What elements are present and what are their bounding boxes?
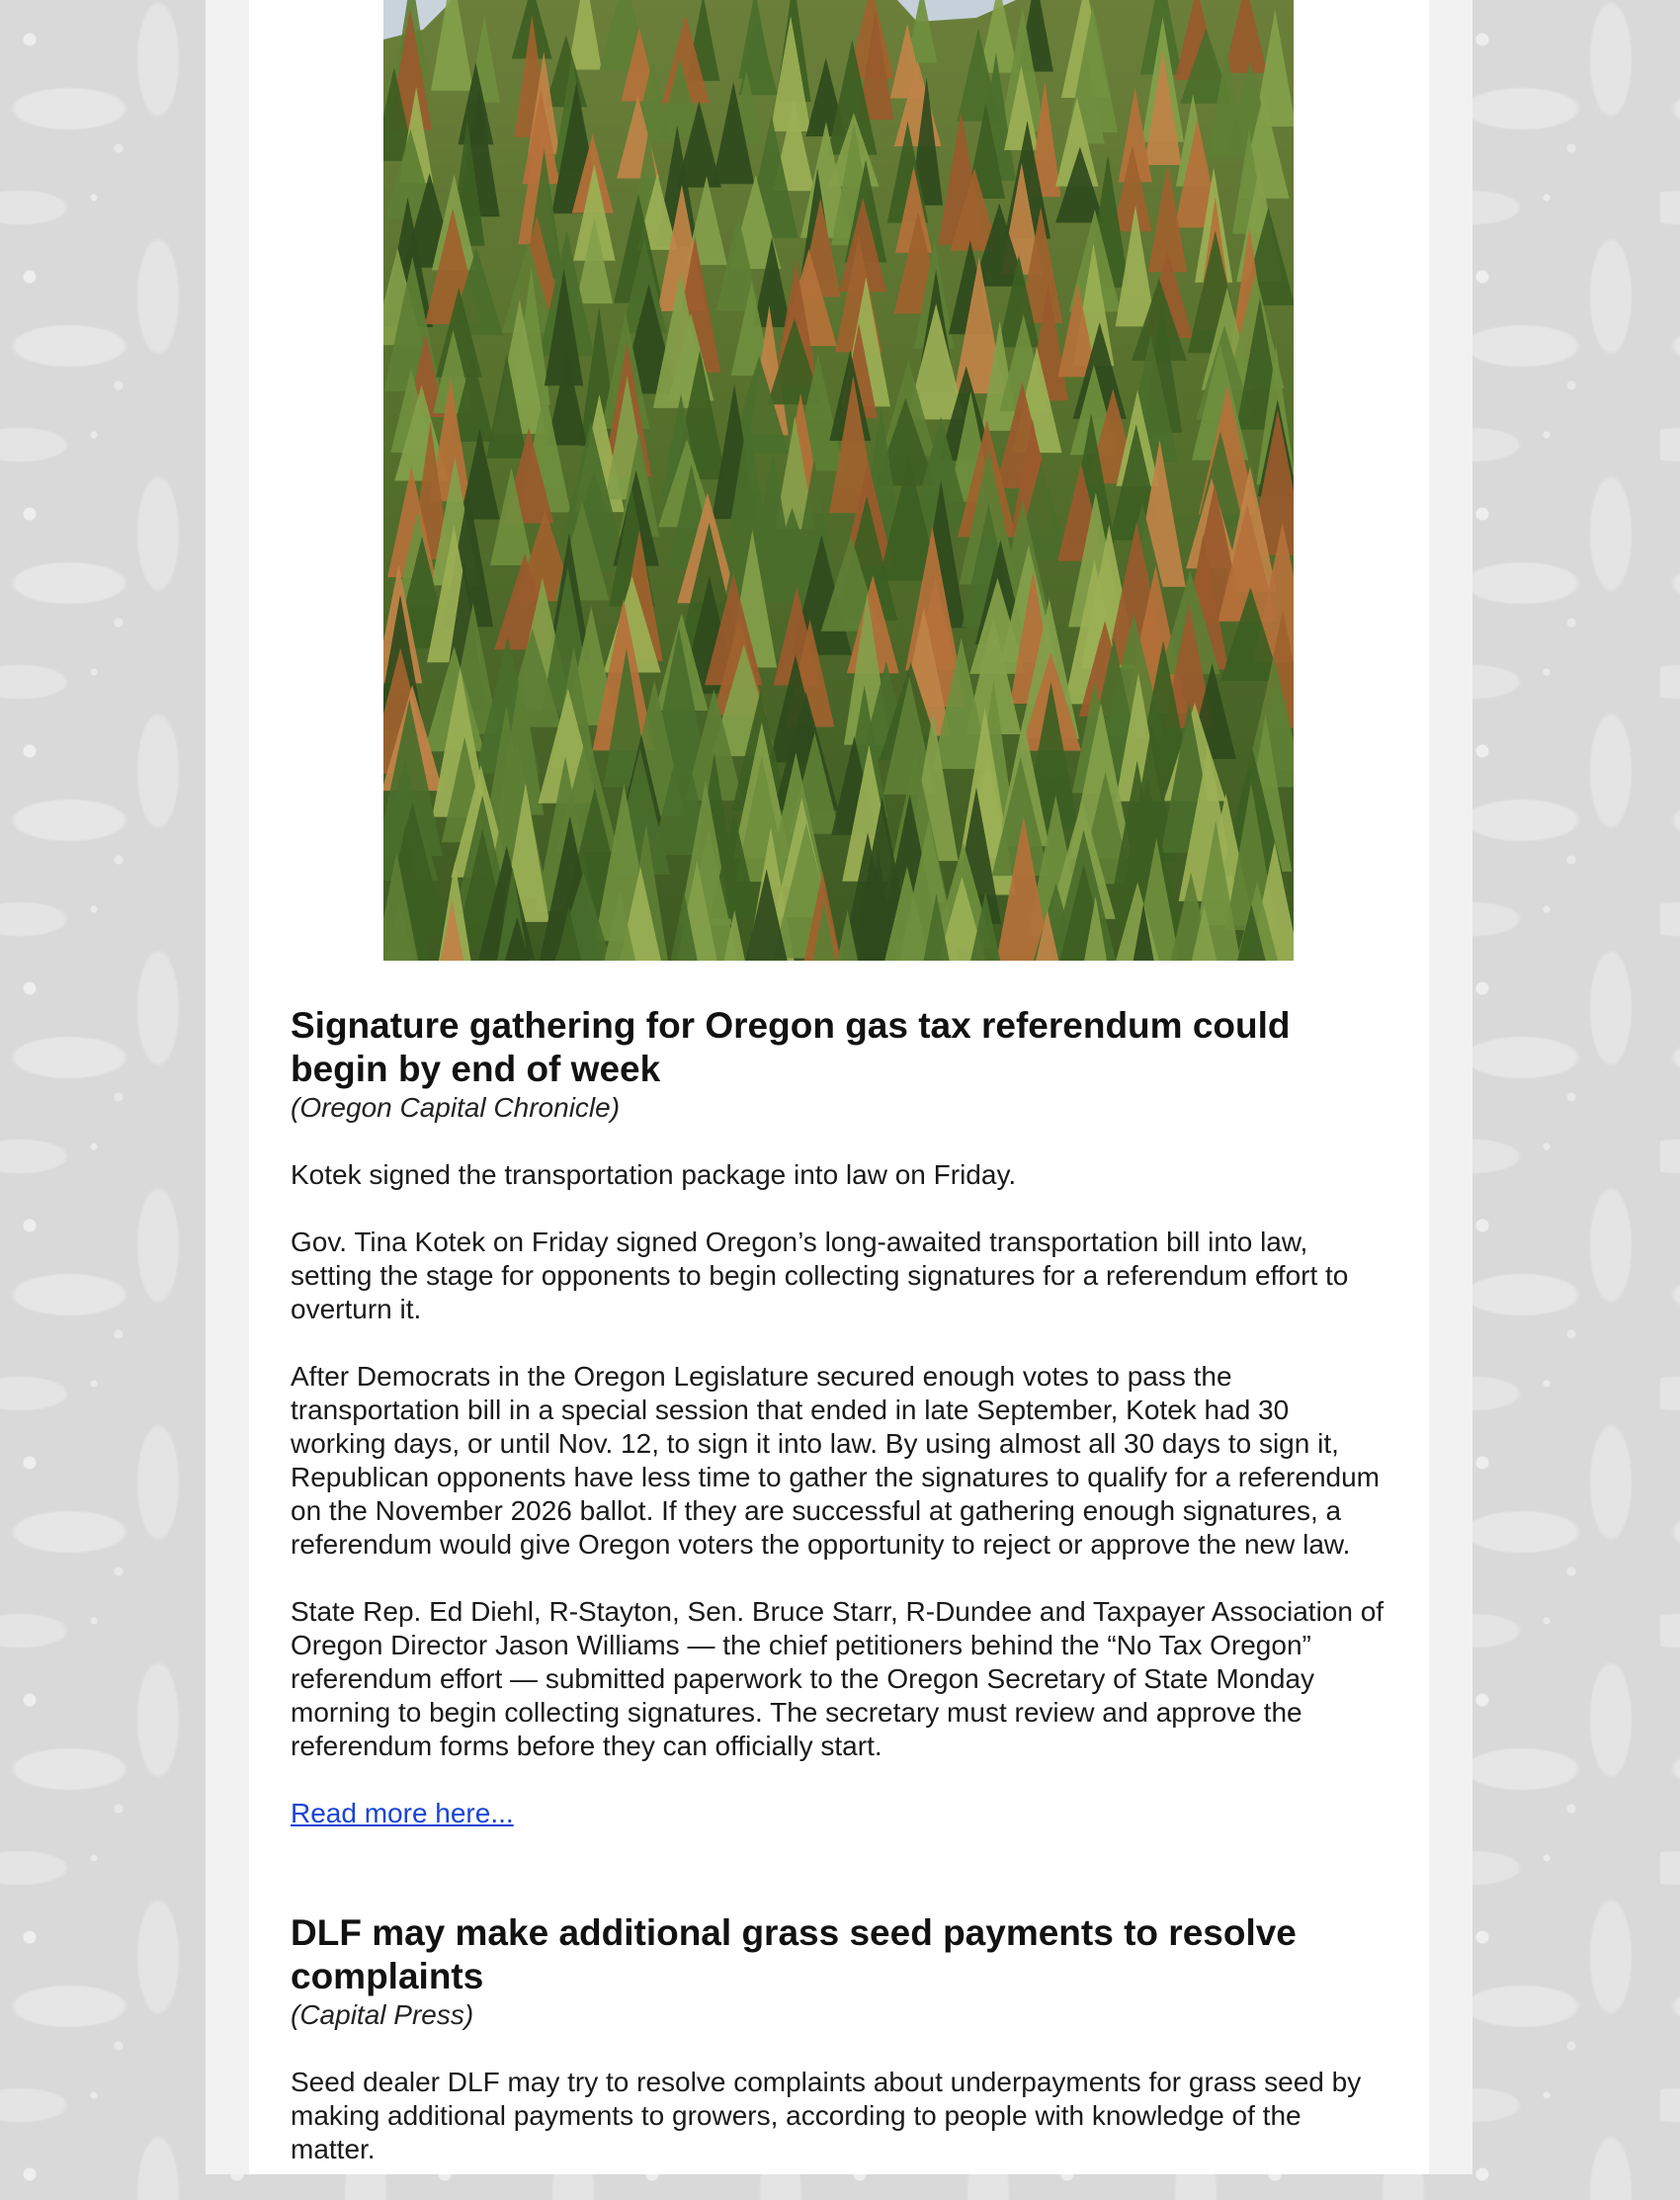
article-paragraph: Gov. Tina Kotek on Friday signed Oregon’s long-awaited transportation bill into law, setting the stage for opponents to begin collecting signatures for a referendum effort to overturn it.	[291, 1227, 1349, 1324]
article-paragraph: After Democrats in the Oregon Legislature secured enough votes to pass the transportation bill in a special session that ended in late September, Kotek had 30 working days, or until Nov. 12, to sign it into law. By using almost all 30 days to sign it, Republican opponents have less time to gather the signatures to qualify for a referendum on the November 2026 ballot. If they are successful at gathering enough signatures, a referendum would give Oregon voters the opportunity to reject or approve the new law.	[291, 1361, 1380, 1560]
article-gas-tax-referendum	[291, 1004, 1387, 1830]
article-paragraph: Seed dealer DLF may try to resolve complaints about underpayments for grass seed by making additional payments to growers, according to people with knowledge of the matter.	[291, 2067, 1362, 2164]
article-paragraph: Kotek signed the transportation package into law on Friday.	[291, 1159, 1017, 1190]
article-source: (Capital Press)	[291, 1999, 474, 2030]
forest-photo	[383, 0, 1294, 961]
article-headline: DLF may make additional grass seed payments to resolve complaints	[291, 1912, 1297, 1996]
article-source: (Oregon Capital Chronicle)	[291, 1092, 621, 1123]
forest-photo-drawing	[383, 0, 1294, 961]
read-more-link[interactable]: Read more here...	[291, 1798, 514, 1828]
article-dlf-grass-seed	[291, 1911, 1387, 2200]
article-headline: Signature gathering for Oregon gas tax referendum could begin by end of week	[291, 1005, 1291, 1089]
article-paragraph: State Rep. Ed Diehl, R-Stayton, Sen. Bruce Starr, R-Dundee and Taxpayer Association of Oregon Director Jason Williams — the chief petitioners behind the “No Tax Oregon” referendum effort — submitted paperwork to the Oregon Secretary of State Monday morning to begin collecting signatures. The secretary must review and approve the referendum forms before they can officially start.	[291, 1596, 1385, 1761]
